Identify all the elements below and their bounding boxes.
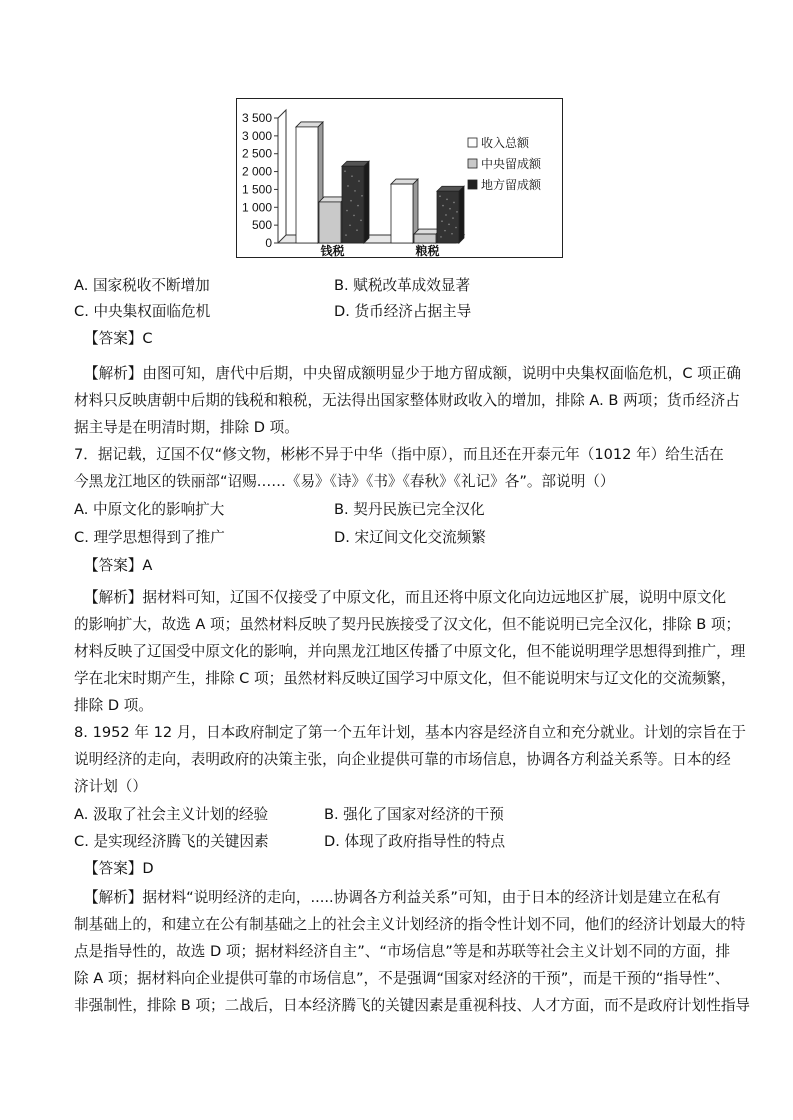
legend-swatch	[468, 138, 477, 147]
q7-analysis-line-1: 【解析】据材料可知，辽国不仅接受了中原文化，而且还将中原文化向边远地区扩展，说明中原文化	[84, 589, 727, 606]
q8-analysis-line-5: 非强制性，排除 B 项；二战后，日本经济腾飞的关键因素是重视科技、人才方面，而不是政府计划性指导	[74, 997, 751, 1014]
bar-texture-dot	[446, 199, 448, 201]
y-tick-label: 2 500	[241, 146, 272, 161]
q7-analysis-line-3: 材料反映了辽国受中原文化的影响，并向黑龙江地区传播了中原文化，但不能说明理学思想得到推广，理	[74, 643, 746, 660]
y-tick-label: 3 000	[241, 128, 272, 143]
bar-texture-dot	[361, 195, 363, 197]
x-category-label: 粮税	[415, 244, 440, 258]
bar	[342, 166, 364, 243]
tax-bar-chart	[236, 98, 563, 258]
bar-texture-dot	[349, 224, 351, 226]
q7-stem-line-1: 7．据记载，辽国不仅“修文物，彬彬不异于中华（指中原），而且还在开泰元年（1012 年）给生活在	[74, 446, 724, 463]
y-tick-label: 3 500	[241, 111, 272, 125]
q7-option-a[interactable]: A. 中原文化的影响扩大	[74, 501, 225, 518]
q7-option-b[interactable]: B. 契丹民族已完全汉化	[334, 501, 485, 518]
bar-texture-dot	[451, 233, 453, 235]
q7-stem-line-2: 今黑龙江地区的铁丽部“诏赐……《易》《诗》《书》《春秋》《礼记》各”。部说明（）	[74, 473, 615, 490]
legend-label: 收入总额	[481, 136, 530, 150]
q8-stem-line-3: 济计划（）	[74, 778, 147, 795]
bar-texture-dot	[358, 180, 360, 182]
bar-texture-dot	[351, 175, 353, 177]
bar-texture-dot	[345, 234, 347, 236]
q8-stem-line-1: 8. 1952 年 12 月，日本政府制定了第一个五年计划，基本内容是经济自立和充分就业。计划的宗旨在于	[74, 724, 746, 741]
q8-stem-line-2: 说明经济的走向，表明政府的决策主张，向企业提供可靠的市场信息，协调各方利益关系等。日本的经	[74, 751, 731, 768]
bar-texture-dot	[455, 227, 457, 229]
bar-texture-dot	[346, 210, 348, 212]
y-tick-label: 1 500	[241, 182, 272, 197]
y-tick-label: 2 000	[241, 164, 272, 179]
q7-analysis-line-2: 的影响扩大，故选 A 项；虽然材料反映了契丹民族接受了汉文化，但不能说明已完全汉化，排除 B 项；	[74, 616, 741, 633]
q8-analysis-line-1: 【解析】据材料“说明经济的走向，.....协调各方利益关系”可知，由于日本的经济计划是建立在私有	[84, 889, 721, 906]
y-tick-label: 1 000	[241, 200, 272, 215]
bar-texture-dot	[347, 185, 349, 187]
bar-top	[296, 122, 323, 127]
q7-answer: 【答案】A	[84, 557, 153, 574]
q8-answer: 【答案】D	[84, 860, 154, 877]
q6-analysis-line-3: 据主导是在明清时期，排除 D 项。	[74, 419, 299, 436]
x-category-label: 钱税	[320, 244, 345, 258]
bar	[319, 202, 341, 243]
bar-texture-dot	[344, 170, 346, 172]
bar-texture-dot	[353, 215, 355, 217]
bar-texture-dot	[357, 205, 359, 207]
bar-texture-dot	[440, 236, 442, 238]
q8-option-a[interactable]: A. 汲取了社会主义计划的经验	[74, 806, 269, 823]
bar-top	[342, 161, 369, 166]
bar-top	[391, 179, 418, 184]
q8-option-d[interactable]: D. 体现了政府指导性的特点	[324, 833, 506, 850]
bar-texture-dot	[456, 211, 458, 213]
q8-analysis-line-2: 制基础上的，和建立在公有制基础之上的社会主义计划经济的指令性计划不同，他们的经济计划最大的特	[74, 916, 746, 933]
bar-texture-dot	[350, 200, 352, 202]
q7-analysis-line-4: 学在北宋时期产生，排除 C 项；虽然材料反映辽国学习中原文化，但不能说明宋与辽文化的交流频繁，	[74, 670, 736, 687]
q7-analysis-line-5: 排除 D 项。	[74, 697, 153, 714]
q6-answer: 【答案】C	[84, 330, 153, 347]
bar	[437, 191, 459, 243]
q8-option-c[interactable]: C. 是实现经济腾飞的关键因素	[74, 833, 269, 850]
bar	[414, 234, 436, 243]
bar-texture-dot	[442, 205, 444, 207]
q8-option-b[interactable]: B. 强化了国家对经济的干预	[324, 806, 504, 823]
bar-texture-dot	[445, 214, 447, 216]
bar-texture-dot	[439, 195, 441, 197]
bar-texture-dot	[448, 224, 450, 226]
bar-texture-dot	[444, 230, 446, 232]
bar-texture-dot	[452, 217, 454, 219]
q6-option-c[interactable]: C. 中央集权面临危机	[74, 303, 211, 320]
chart-canvas	[236, 98, 563, 258]
q7-option-c[interactable]: C. 理学思想得到了推广	[74, 529, 225, 546]
bar-side	[459, 186, 464, 243]
q6-analysis-line-2: 材料只反映唐朝中后期的钱税和粮税，无法得出国家整体财政收入的增加，排除 A. B 两项；货币经济占	[74, 392, 740, 409]
q8-analysis-line-3: 点是指导性的，故选 D 项；据材料经济自主”、“市场信息”等是和苏联等社会主义计划不同的方面，排	[74, 943, 731, 960]
bar	[296, 127, 318, 243]
bar-texture-dot	[356, 229, 358, 231]
q8-analysis-line-4: 除 A 项；据材料向企业提供可靠的市场信息”，不是强调“国家对经济的干预”，而是干预的“指导性”、	[74, 970, 730, 987]
bar-texture-dot	[449, 208, 451, 210]
q6-option-d[interactable]: D. 货币经济占据主导	[334, 303, 472, 320]
q6-analysis-line-1: 【解析】由图可知，唐代中后期，中央留成额明显少于地方留成额，说明中央集权面临危机，C 项正确	[84, 365, 741, 382]
legend-label: 中央留成额	[481, 157, 542, 171]
bar-texture-dot	[453, 202, 455, 204]
legend-swatch	[468, 159, 477, 168]
bar	[391, 184, 413, 243]
legend-swatch	[468, 180, 477, 189]
legend-label: 地方留成额	[481, 178, 542, 192]
bar-texture-dot	[360, 220, 362, 222]
chart-back-wall	[278, 110, 286, 235]
y-tick-label: 500	[251, 218, 272, 233]
bar-texture-dot	[441, 220, 443, 222]
bar-side	[364, 161, 369, 243]
q6-option-b[interactable]: B. 赋税改革成效显著	[334, 277, 471, 294]
bar-texture-dot	[354, 190, 356, 192]
bar-top	[437, 186, 464, 191]
q7-option-d[interactable]: D. 宋辽间文化交流频繁	[334, 529, 486, 546]
q6-option-a[interactable]: A. 国家税收不断增加	[74, 277, 210, 294]
y-tick-label: 0	[265, 236, 272, 250]
